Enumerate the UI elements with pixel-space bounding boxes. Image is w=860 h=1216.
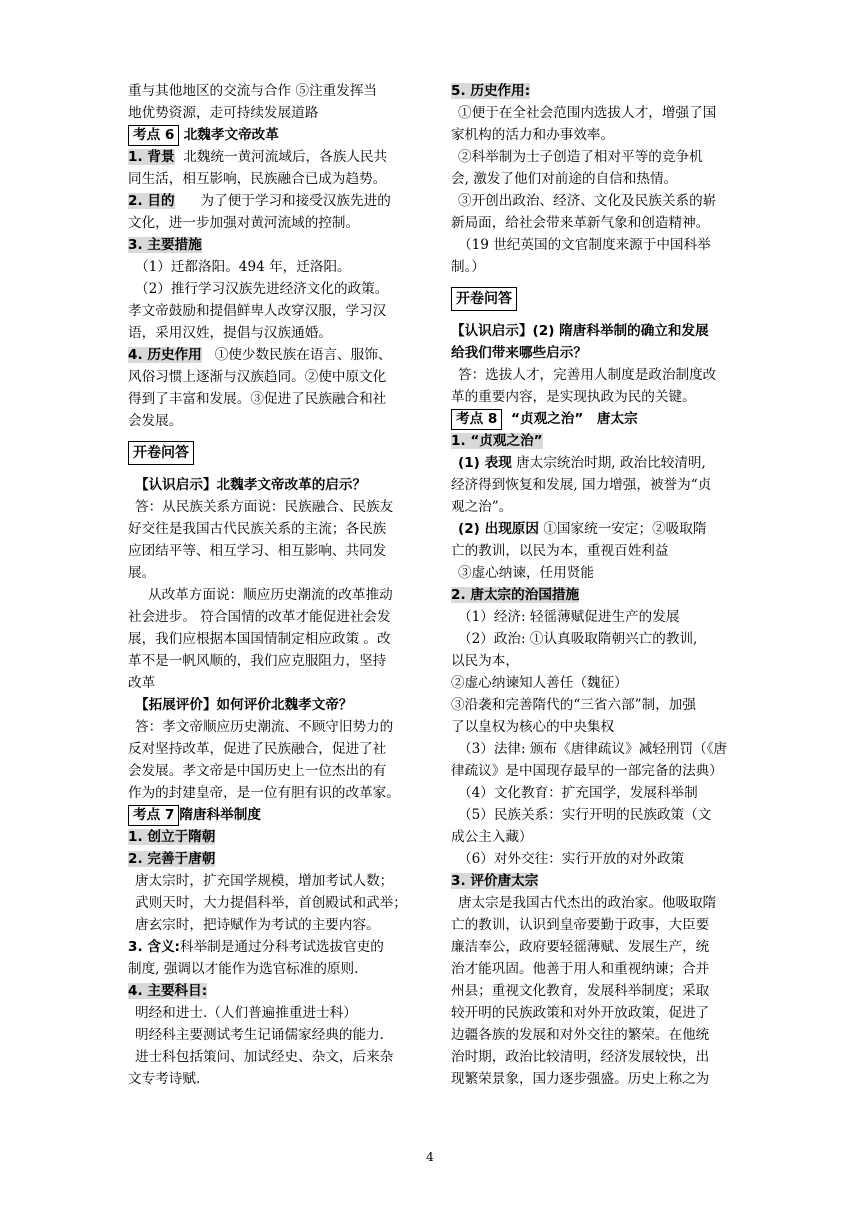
text-line: 重与其他地区的交流与合作 ⑤注重发挥当: [128, 83, 378, 99]
text-line: 明经科主要测试考生记诵儒家经典的能力.: [135, 1027, 385, 1043]
text-line: 语，采用汉姓，提倡与汉族通婚。: [128, 325, 332, 341]
question: 【认识启示】(2) 隋唐科举制的确立和发展: [451, 323, 709, 339]
text-line: 会, 激发了他们对前途的自信和热情。: [451, 171, 678, 187]
kaodian-tag: 考点 8: [451, 409, 502, 430]
text-line: 治时期，政治比较清明，经济发展较快，出: [451, 1049, 710, 1065]
text-line: 风俗习惯上逐渐与汉族趋同。②使中原文化: [128, 369, 387, 385]
text-line: ②虚心纳谏知人善任（魏征）: [451, 675, 628, 691]
label: 1. 背景: [128, 149, 175, 165]
text-line: 亡的教训，以民为本，重视百姓利益: [451, 543, 669, 559]
label: 4. 历史作用: [128, 347, 202, 363]
text-line: 2. 目的 为了便于学习和接受汉族先进的: [128, 193, 391, 209]
text-line: ③虚心纳谏，任用贤能: [458, 565, 594, 581]
text-line: ③开创出政治、经济、文化及民族关系的崭: [458, 193, 717, 209]
text-line: （2）政治: ①认真吸取隋朝兴亡的教训,: [458, 631, 698, 647]
open-question-heading: [451, 286, 756, 312]
answer-line: 答：孝文帝顺应历史潮流、不顾守旧势力的: [135, 719, 394, 735]
text-line: 2. 完善于唐朝: [128, 851, 216, 867]
text-line: 州县；重视文化教育，发展科举制度；采取: [451, 983, 710, 999]
label: 2. 目的: [128, 193, 175, 209]
answer-line: 会发展。孝文帝是中国历史上一位杰出的有: [128, 763, 387, 779]
text-line: （6）对外交往：实行开放的对外政策: [458, 851, 685, 867]
text-line: 律疏议》是中国现存最早的一部完备的法典）: [451, 763, 723, 779]
label: 3. 主要措施: [128, 237, 202, 253]
open-question-box: 开卷问答: [451, 287, 517, 311]
text-line: 文专考诗赋.: [128, 1071, 201, 1087]
left-column: [128, 80, 434, 1090]
text-line: 4. 历史作用 ①使少数民族在语言、服饰、: [128, 347, 392, 363]
text-line: 4. 主要科目:: [128, 983, 208, 999]
text-line: 3. 评价唐太宗: [451, 873, 539, 889]
text-line: 成公主入藏）: [451, 829, 533, 845]
text-line: 现繁荣景象，国力逐步强盛。历史上称之为: [451, 1071, 710, 1087]
text-line: 观之治”。: [451, 499, 513, 515]
text-line: 2. 唐太宗的治国措施: [451, 587, 580, 603]
text-line: 文化，进一步加强对黄河流域的控制。: [128, 215, 360, 231]
text-line: (1) 表现 唐太宗统治时期, 政治比较清明,: [458, 455, 706, 471]
answer-line: 作为的封建皇帝，是一位有胆有识的改革家。: [128, 785, 400, 801]
kaodian-tag: 考点 6: [128, 125, 179, 146]
right-column: [451, 80, 756, 1090]
answer-line: 从改革方面说：顺应历史潮流的改革推动: [148, 587, 393, 603]
text-line: 地优势资源，走可持续发展道路: [128, 105, 319, 121]
text-line: 5. 历史作用:: [451, 83, 531, 99]
text-line: （2）推行学习汉族先进经济文化的政策。: [135, 281, 389, 297]
text-line: 3. 含义:科举制是通过分科考试选拔官吏的: [128, 939, 384, 955]
text-line: 武则天时，大力提倡科举，首创殿试和武举；: [135, 895, 407, 911]
text-line: 家机构的活力和办事效率。: [451, 127, 615, 143]
text-line: ③沿袭和完善隋代的“三省六部”制，加强: [451, 697, 696, 713]
answer-line: 革不是一帆风顺的，我们应克服阻力，坚持: [128, 653, 387, 669]
text-line: (2) 出现原因 ①国家统一安定；②吸取隋: [458, 521, 707, 537]
text-line: 得到了丰富和发展。③促进了民族融合和社: [128, 391, 387, 407]
text-line: （1）经济: 轻徭薄赋促进生产的发展: [458, 609, 680, 625]
text-line: 1. “贞观之治”: [451, 433, 543, 449]
section-heading-k7: [128, 804, 434, 826]
section-title: 北魏孝文帝改革: [183, 127, 279, 143]
text-line: 进士科包括策问、加试经史、杂文，后来杂: [135, 1049, 394, 1065]
text-line: 会发展。: [128, 413, 183, 429]
text-line: 1. 背景 北魏统一黄河流域后，各族人民共: [128, 149, 388, 165]
text-line: 唐玄宗时，把诗赋作为考试的主要内容。: [135, 917, 380, 933]
answer-line: 改革: [128, 675, 156, 691]
answer-line: 应团结平等、相互学习、相互影响、共同发: [128, 543, 387, 559]
answer-line: 反对坚持改革，促进了民族融合，促进了社: [128, 741, 387, 757]
answer-line: 展。: [128, 565, 156, 581]
text-line: ②科举制为士子创造了相对平等的竞争机: [458, 149, 703, 165]
open-question-box: 开卷问答: [128, 441, 194, 465]
section-heading-k8: [451, 408, 756, 430]
answer-line: 展，我们应根据本国国情制定相应政策 。改: [128, 631, 391, 647]
section-heading-k6: [128, 124, 434, 146]
text-line: 1. 创立于隋朝: [128, 829, 216, 845]
answer-line: 好交往是我国古代民族关系的主流；各民族: [128, 521, 387, 537]
text-line: 唐太宗是我国古代杰出的政治家。他吸取隋: [458, 895, 717, 911]
kaodian-tag: 考点 7: [128, 805, 179, 826]
text-line: 孝文帝鼓励和提倡鲜卑人改穿汉服，学习汉: [128, 303, 387, 319]
text-line: 经济得到恢复和发展, 国力增强，被誉为“贞: [451, 477, 712, 493]
text-line: 治才能巩固。他善于用人和重视纳谏；合并: [451, 961, 710, 977]
text-line: 亡的教训，认识到皇帝要勤于政事，大臣要: [451, 917, 710, 933]
text-line: 唐太宗时，扩充国学规模，增加考试人数；: [135, 873, 394, 889]
text-line: （3）法律: 颁布《唐律疏议》减轻刑罚（《唐: [458, 741, 728, 757]
text-line: [128, 234, 434, 256]
answer-line: 社会进步。 符合国情的改革才能促进社会发: [128, 609, 391, 625]
text-line: （5）民族关系：实行开明的民族政策（文: [458, 807, 712, 823]
text-line: 边疆各族的发展和对外交往的繁荣。在他统: [451, 1027, 710, 1043]
text-line: 制度, 强调以才能作为选官标准的原则.: [128, 961, 359, 977]
question: 【拓展评价】如何评价北魏孝文帝？: [135, 697, 353, 713]
text-line: （4）文化教育：扩充国学，发展科举制: [458, 785, 698, 801]
text-line: （19 世纪英国的文官制度来源于中国科举: [458, 237, 711, 253]
text-line: 较开明的民族政策和对外开放政策，促进了: [451, 1005, 710, 1021]
section-title: 隋唐科举制度: [179, 807, 261, 823]
text-line: 以民为本，: [451, 653, 519, 669]
open-question-heading: [128, 440, 434, 466]
text-line: ①便于在全社会范围内选拔人才，增强了国: [458, 105, 717, 121]
text-line: （1）迁都洛阳。494 年，迁洛阳。: [135, 259, 351, 275]
section-title: “贞观之治” 唐太宗: [511, 411, 638, 427]
text-line: 明经和进士.（人们普遍推重进士科）: [135, 1005, 357, 1021]
question: 给我们带来哪些启示？: [451, 345, 587, 361]
question: 【认识启示】北魏孝文帝改革的启示？: [135, 477, 367, 493]
page-number: 4: [426, 1150, 434, 1164]
text-line: 同生活，相互影响，民族融合已成为趋势。: [128, 171, 387, 187]
answer-line: 答：从民族关系方面说：民族融合、民族友: [135, 499, 394, 515]
text-line: 制。）: [451, 259, 485, 275]
text-line: 廉洁奉公，政府要轻徭薄赋、发展生产，统: [451, 939, 710, 955]
answer-line: 革的重要内容，是实现执政为民的关键。: [451, 389, 696, 405]
answer-line: 答：选拔人才，完善用人制度是政治制度改: [458, 367, 717, 383]
text-line: 新局面，给社会带来革新气象和创造精神。: [451, 215, 710, 231]
text-line: 了以皇权为核心的中央集权: [451, 719, 615, 735]
